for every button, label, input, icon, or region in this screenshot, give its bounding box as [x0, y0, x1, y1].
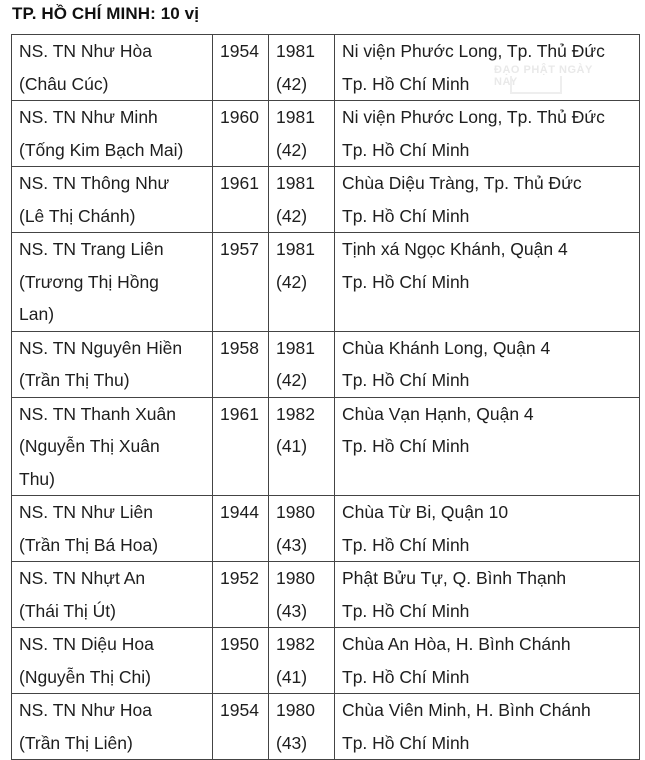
- name-cell-line: (Trần Thị Bá Hoa): [19, 534, 159, 555]
- birth-year-cell: [213, 233, 269, 332]
- name-cell-line: (Lê Thị Chánh): [19, 205, 136, 226]
- birth-year-cell-value: 1952: [220, 568, 259, 588]
- name-cell: [12, 167, 213, 233]
- table-row: [12, 628, 640, 694]
- name-cell: [12, 397, 213, 496]
- location-cell: [335, 562, 640, 628]
- name-cell-line: Thu): [19, 468, 55, 489]
- name-cell-line: NS. TN Thông Như: [19, 173, 170, 193]
- ordination-cell-line: (42): [276, 271, 308, 292]
- birth-year-cell-value: 1957: [220, 239, 259, 259]
- ordination-cell-line: (42): [276, 370, 308, 390]
- birth-year-cell-value: 1961: [220, 173, 259, 193]
- ordination-cell-line: 1981: [276, 239, 315, 259]
- ordination-cell-line: (43): [276, 534, 308, 555]
- name-cell: [12, 35, 213, 101]
- birth-year-cell: [213, 101, 269, 167]
- table-row: [12, 233, 640, 332]
- birth-year-cell-value: 1950: [220, 634, 259, 654]
- birth-year-cell-value: 1958: [220, 337, 259, 358]
- ordination-cell-line: 1981: [276, 173, 315, 193]
- birth-year-cell-value: 1954: [220, 700, 259, 720]
- ordination-cell-line: 1981: [276, 41, 315, 61]
- ordination-cell-line: (43): [276, 600, 308, 621]
- table-row: [12, 35, 640, 101]
- name-cell-line: NS. TN Diệu Hoa: [19, 634, 154, 654]
- name-cell-line: (Trần Thị Thu): [19, 370, 130, 390]
- table-row: [12, 694, 640, 760]
- name-cell-line: NS. TN Như Hoa: [19, 700, 152, 720]
- ordination-cell: [269, 331, 335, 397]
- birth-year-cell: [213, 331, 269, 397]
- ordination-cell-line: 1981: [276, 107, 315, 127]
- name-cell: [12, 562, 213, 628]
- location-cell-line: Tịnh xá Ngọc Khánh, Quận 4: [342, 239, 568, 259]
- birth-year-cell: [213, 167, 269, 233]
- table-row: [12, 496, 640, 562]
- birth-year-cell: [213, 35, 269, 101]
- location-cell: [335, 101, 640, 167]
- table-row: [12, 331, 640, 397]
- ordination-cell: [269, 167, 335, 233]
- name-cell-line: NS. TN Nhựt An: [19, 568, 146, 588]
- location-cell-line: Tp. Hồ Chí Minh: [342, 370, 470, 390]
- location-cell-line: Tp. Hồ Chí Minh: [342, 732, 470, 753]
- location-cell-line: Ni viện Phước Long, Tp. Thủ Đức: [342, 41, 605, 61]
- name-cell-line: NS. TN Như Minh: [19, 107, 158, 127]
- ordination-cell-line: 1980: [276, 568, 315, 588]
- name-cell-line: (Trần Thị Liên): [19, 732, 133, 753]
- location-cell: [335, 397, 640, 496]
- birth-year-cell-value: 1960: [220, 107, 259, 127]
- name-cell-line: NS. TN Nguyên Hiền: [19, 337, 183, 358]
- ordination-cell-line: (42): [276, 205, 308, 226]
- name-cell-line: (Nguyễn Thị Xuân: [19, 436, 160, 456]
- location-cell-line: Tp. Hồ Chí Minh: [342, 73, 470, 94]
- location-cell: [335, 35, 640, 101]
- birth-year-cell: [213, 562, 269, 628]
- birth-year-cell: [213, 628, 269, 694]
- name-cell: [12, 101, 213, 167]
- birth-year-cell: [213, 397, 269, 496]
- ordination-cell: [269, 35, 335, 101]
- table-row: [12, 101, 640, 167]
- ordination-cell-line: 1981: [276, 337, 315, 358]
- name-cell-line: (Thái Thị Út): [19, 600, 116, 621]
- table-row: [12, 397, 640, 496]
- ordination-cell-line: 1982: [276, 634, 315, 654]
- name-cell: [12, 694, 213, 760]
- watermark-logo: ĐẠO PHẬT NGÀY NAY: [488, 56, 606, 96]
- location-cell-line: Tp. Hồ Chí Minh: [342, 666, 470, 687]
- location-cell: [335, 694, 640, 760]
- ordination-cell: [269, 233, 335, 332]
- location-cell-line: Tp. Hồ Chí Minh: [342, 139, 470, 160]
- table-row: [12, 562, 640, 628]
- ordination-cell-line: (43): [276, 732, 308, 753]
- location-cell-line: Chùa An Hòa, H. Bình Chánh: [342, 634, 571, 654]
- name-cell: [12, 496, 213, 562]
- birth-year-cell-value: 1954: [220, 41, 259, 61]
- birth-year-cell: [213, 496, 269, 562]
- name-cell-line: NS. TN Trang Liên: [19, 239, 164, 259]
- location-cell-line: Chùa Vạn Hạnh, Quận 4: [342, 403, 534, 424]
- name-cell-line: (Nguyễn Thị Chi): [19, 666, 151, 687]
- location-cell: [335, 167, 640, 233]
- location-cell: [335, 331, 640, 397]
- name-cell-line: Lan): [19, 304, 55, 324]
- name-cell-line: (Tống Kim Bạch Mai): [19, 139, 184, 160]
- location-cell-line: Tp. Hồ Chí Minh: [342, 271, 470, 292]
- location-cell-line: Chùa Diệu Tràng, Tp. Thủ Đức: [342, 173, 582, 193]
- location-cell: [335, 496, 640, 562]
- name-cell-line: (Trương Thị Hồng: [19, 271, 159, 292]
- name-cell: [12, 628, 213, 694]
- location-cell-line: Chùa Khánh Long, Quận 4: [342, 337, 551, 358]
- ordination-cell-line: 1980: [276, 700, 315, 720]
- name-cell-line: NS. TN Như Liên: [19, 502, 153, 522]
- name-cell-line: (Châu Cúc): [19, 73, 109, 94]
- location-cell: [335, 233, 640, 332]
- location-cell-line: Tp. Hồ Chí Minh: [342, 600, 470, 621]
- name-cell: [12, 233, 213, 332]
- nun-roster-table: [11, 34, 640, 760]
- name-cell-line: NS. TN Như Hòa: [19, 41, 152, 61]
- ordination-cell-line: (42): [276, 139, 308, 160]
- ordination-cell-line: 1980: [276, 502, 315, 522]
- ordination-cell: [269, 496, 335, 562]
- birth-year-cell-value: 1944: [220, 502, 259, 522]
- ordination-cell-line: (41): [276, 436, 308, 456]
- ordination-cell: [269, 562, 335, 628]
- location-cell: [335, 628, 640, 694]
- ordination-cell: [269, 694, 335, 760]
- location-cell-line: Phật Bửu Tự, Q. Bình Thạnh: [342, 568, 567, 588]
- ordination-cell: [269, 101, 335, 167]
- ordination-cell-line: (41): [276, 666, 308, 687]
- name-cell: [12, 331, 213, 397]
- section-heading: TP. HỒ CHÍ MINH: 10 vị: [12, 4, 200, 23]
- birth-year-cell-value: 1961: [220, 403, 259, 424]
- location-cell-line: Tp. Hồ Chí Minh: [342, 205, 470, 226]
- location-cell-line: Chùa Viên Minh, H. Bình Chánh: [342, 700, 591, 720]
- location-cell-line: Ni viện Phước Long, Tp. Thủ Đức: [342, 107, 605, 127]
- name-cell-line: NS. TN Thanh Xuân: [19, 403, 176, 424]
- roster-body: [12, 35, 640, 760]
- location-cell-line: Chùa Từ Bi, Quận 10: [342, 502, 509, 522]
- ordination-cell-line: (42): [276, 73, 308, 94]
- table-row: [12, 167, 640, 233]
- location-cell-line: Tp. Hồ Chí Minh: [342, 436, 470, 456]
- ordination-cell: [269, 628, 335, 694]
- ordination-cell: [269, 397, 335, 496]
- birth-year-cell: [213, 694, 269, 760]
- ordination-cell-line: 1982: [276, 403, 315, 424]
- location-cell-line: Tp. Hồ Chí Minh: [342, 534, 470, 555]
